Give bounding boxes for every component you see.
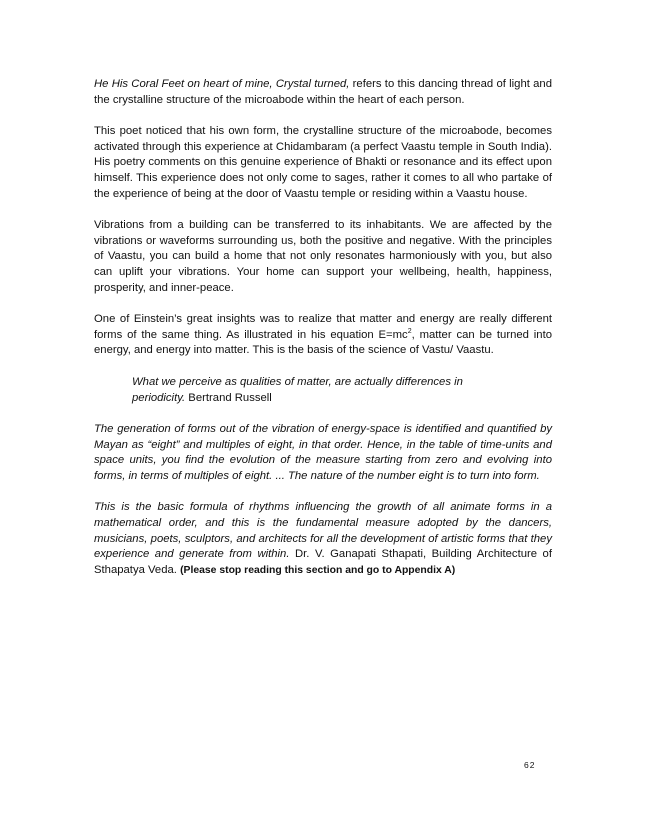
- poem-line: He His Coral Feet on heart of mine, Crystal turned,: [94, 78, 350, 90]
- paragraph-text: refers to this dancing thread of light and the crystalline structure of the microabode within the heart of each person.: [94, 78, 552, 106]
- paragraph-vibrations: Vibrations from a building can be transferred to its inhabitants. We are affected by the vibrations or waveforms surrounding us, both the positive and negative. With the principles of Vaastu, you can build a home that not only resonates harmoniously with you, but also can uplift your vibrations. Your home can support your wellbeing, health, happiness, prosperity, and inner-peace.: [94, 219, 552, 294]
- page-number: 62: [524, 760, 536, 770]
- russell-quote: [132, 375, 492, 406]
- page-body: [94, 77, 552, 594]
- quote-attribution: Bertrand Russell: [185, 391, 272, 404]
- paragraph-mayan: The generation of forms out of the vibration of energy-space is identified and quantified by Mayan as “eight” and multiples of eight, in that order. Hence, in the table of time-units and space units, you find the evolution of the measure starting from zero and evolving into forms, in terms of multiples of eight. ... The nature of the number eight is to turn into form.: [94, 423, 552, 482]
- paragraph-text: , matter can be turned into energy, and energy into matter. This is the basis of the science of Vastu/ Vaastu.: [94, 328, 552, 357]
- paragraph-text: One of Einstein’s great insights was to realize that matter and energy are really different forms of the same thing. As illustrated in his equation E=mc: [94, 313, 552, 341]
- quote-text: This is the basic formula of rhythms influencing the growth of all animate forms in a mathematical order, and this is the fundamental measure adopted by the dancers, musicians, poets, sculptors, and architects for all the development of artistic forms that they experience and generate from within.: [94, 501, 552, 561]
- superscript: 2: [407, 327, 412, 335]
- paragraph-poet: This poet noticed that his own form, the crystalline structure of the microabode, becomes activated through this experience at Chidambaram (a perfect Vaastu temple in South India). His poetry comments on this genuine experience of Bhakti or resonance and its effect upon himself. This experience does not only come to sages, rather it comes to all who partake of the experience of being at the door of Vaastu temple or residing within a Vaastu house.: [94, 125, 552, 200]
- appendix-note: (Please stop reading this section and go to Appendix A): [180, 564, 456, 576]
- paragraph-rhythms: [94, 500, 552, 578]
- paragraph-coral-feet: [94, 77, 552, 108]
- quote-text: What we perceive as qualities of matter, are actually differences in periodicity.: [132, 375, 463, 404]
- paragraph-einstein: [94, 312, 552, 359]
- citation: Dr. V. Ganapati Sthapati, Building Architecture of Sthapatya Veda.: [94, 548, 552, 576]
